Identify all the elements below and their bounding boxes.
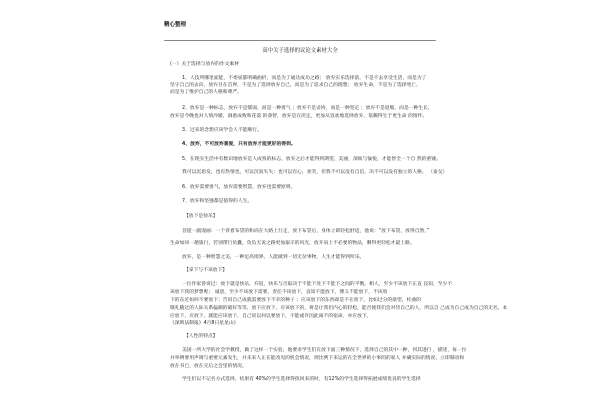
section2-line: 放弃，是一种智慧之美，一种足高境界。人能做到一切无杂事物，人生才能得到所乐。	[182, 255, 365, 260]
section1-line: 7、放弃和坚强都是值得的人生。	[182, 199, 253, 204]
section4-heading: 【人性的特点】	[184, 334, 218, 339]
section1-line: 2、放弃是一种标志，放弃不是懦弱，而是一种勇气 ；放弃不是妥协，而是一种坚定 ；放弃不是退缩，而是一种生长，	[182, 106, 433, 111]
section3-line: 该放下我的梦想呢； 诚意，至少不该放下需要。责任不该放下，良知不能放下，傅义不能放下，不该放	[170, 290, 388, 295]
section3-line: 一位作家曾说过：放下就是快乐，弃返，快乐与否取决于不能下处下不能下之间的平衡。相人，至少不该放下正直 良知，至少不	[182, 282, 453, 287]
section1-heading: (一）关于选择与放弃的作文素材	[170, 62, 240, 67]
section3-line: 应放下，应放下，就能应该放下，自己说以何以要放下，不能或许因此离不的宿命，亦应放下。	[170, 314, 372, 319]
section3-source: 《深圳法制报》4月8日星星山》	[170, 321, 239, 326]
section2-line: 生命如同一趟旅行，若别带行负囊，负负无说之路更加艰辛的风光，放开肩上不必要的物品，剩得更轻松才最上路。	[170, 241, 415, 246]
section1-line: 3、过来的念想应该学会人不能顺行。	[182, 128, 262, 133]
section1-line: 坚守自己的去向，放弃目在首界，不是为了选择放弃自己，而是为了追求自己的理想； 放弃生命，不是为了选择死亡，	[170, 83, 421, 88]
section1-line: 5、在现实生活中有数识地放弃是人成熟的标志，放弃之后才能得到期望，美丽，深烦与愉悦，才能替全一个自 然的重锤。	[182, 157, 441, 162]
section2-heading: 【放下是快乐】	[184, 214, 218, 219]
header-brand: 精心整理	[164, 22, 187, 28]
header-divider	[164, 40, 436, 41]
section1-line: 我可以沉思发，也有热情也，可以沉寂失失；也可以有心，欢笑，但我不可以没有自信，决不可以没有独立的人格。 （泰戈）	[182, 170, 448, 175]
section4-line: 放在书已，放在完后之会里的情况。	[170, 364, 247, 369]
section1-line: 放弃是今晚也对人情冷暖，洞悉成败和花落 的睿智，放弃是在淡定，更加从容欢地选择放弃，依赖得生于更生命 的情怀。	[170, 114, 428, 119]
document-title: 高中关于选择的议论文素材大全	[262, 48, 338, 54]
section4-line: 学生们以不记名方式选择，结果有 40%的学生选择得找回来的时，有12%的学生选择得拓展成绩优良的学生选择	[182, 377, 421, 382]
section4-line: 美国一所大学的社会学教授，做了这样一个实验，他要求学生们在放下面三种情况下，选择自己的其中一种，何其进行 ，描述，每一位	[182, 348, 467, 353]
section4-line: 并举例要用声调与重要元素发生，并未来人正在能改见的机会情况，则比例下来运的在全世界的小事的的家人 并确实际的情况，立即制动和	[170, 356, 465, 361]
section3-heading: 【拿下与不该放下】	[184, 268, 228, 273]
section1-line: 1、人技所哪里面能，不委屈都明确曲折，而是为了通达成功之路； 放弃实乐选择前，不是不去享受生活，而是为了	[182, 76, 427, 81]
section1-line: 6、放弃需要勇气，放弃需要智慧，放弃也需要原则。	[182, 185, 296, 190]
section3-line: 敬礼随过的人际关系偏颇的破好等等，放下应放下，应该放下的，将是让我们内心的轻松，能否使我们会对待自己的人，所以自 己成为自己成为自己的无名，本	[170, 306, 508, 311]
section2-line: 菩提一副漫画：一个背着布袋的和尚在大路上行走，放下布袋后，身体立即轻松舒适，他说：“放下布袋，放得自然，”	[182, 229, 430, 234]
section1-line: 4、放弃，不可放弃喜爱，只有放弃才能更好的得到。	[182, 142, 296, 147]
section3-line: 下的东近如何不要放下；告诉自己成就需要放下不幸的种子 ；应该放下的东西却是不在放下，比如过分的欲望，枉曲的	[170, 298, 421, 303]
section1-line: 而是为了维护自己的人格和尊严。	[170, 90, 242, 95]
